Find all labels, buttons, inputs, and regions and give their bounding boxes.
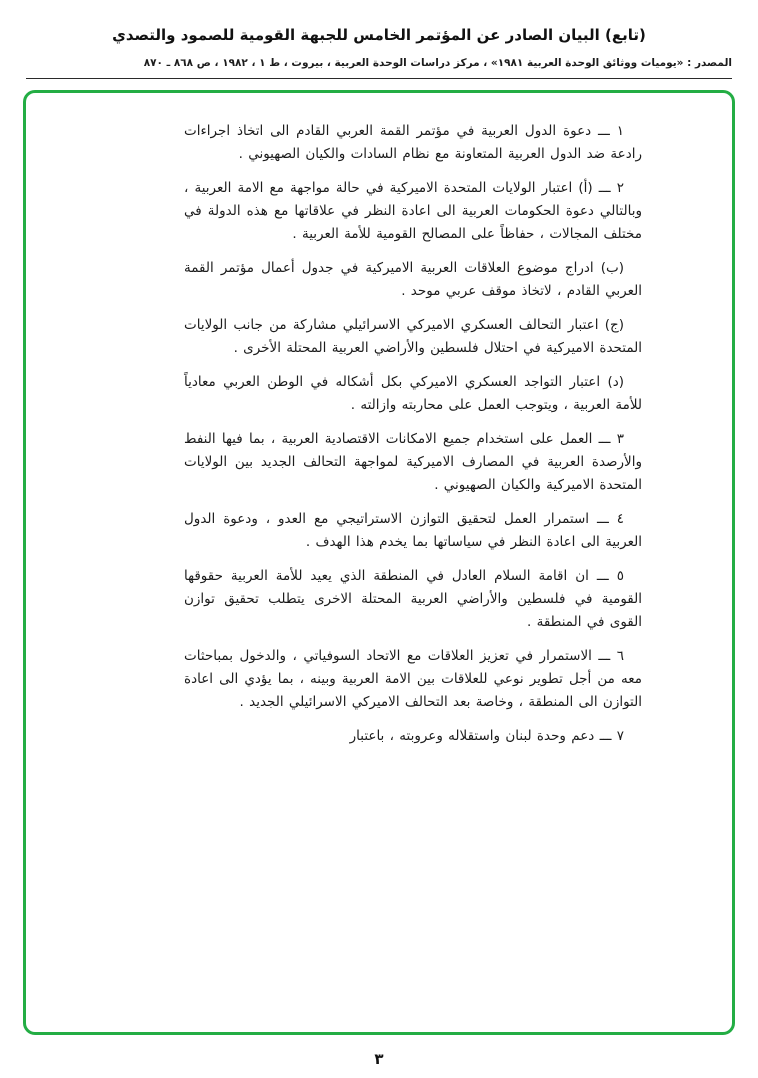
paragraph-2d: (د) اعتبار التواجد العسكري الاميركي بكل أشكاله في الوطن العربي معادياً للأمة العربية ، ويتوجب العمل على محاربته وازالته .: [184, 374, 642, 413]
paragraph-5: ٥ ـــ ان اقامة السلام العادل في المنطقة الذي يعيد للأمة العربية حقوقها القومية في فلسطين والأراضي العربية المحتلة الاخرى يتطلب تحقيق توازن القوى في المنطقة .: [184, 568, 642, 630]
source-citation-line: المصدر : «يوميات ووثائق الوحدة العربية ١٩٨١» ، مركز دراسات الوحدة العربية ، بيروت ، ط ١ ، ١٩٨٢ ، ص ٨٦٨ ـ ٨٧٠: [143, 57, 732, 69]
paragraph-1: ١ ـــ دعوة الدول العربية في مؤتمر القمة العربي القادم الى اتخاذ اجراءات رادعة ضد الدول العربية المتعاونة مع نظام السادات والكيان الصهيوني .: [184, 123, 642, 162]
header-divider: [26, 78, 732, 79]
paragraph-7: ٧ ـــ دعم وحدة لبنان واستقلاله وعروبته ، باعتبار: [349, 728, 624, 744]
paragraph-6: ٦ ـــ الاستمرار في تعزيز العلاقات مع الاتحاد السوفياتي ، والدخول بمباحثات معه من أجل تطوير نوعي للعلاقات بين الامة العربية وبينه ، بما يؤدي الى اعادة التوازن الى المنطقة ، وخاصة بعد التحالف الاميركي الاسرائيلي الجديد .: [184, 648, 642, 710]
paragraph-2b: (ب) ادراج موضوع العلاقات العربية الاميركية في جدول أعمال مؤتمر القمة العربي القادم ، لاتخاذ موقف عربي موحد .: [184, 260, 642, 299]
document-title: (تابع) البيان الصادر عن المؤتمر الخامس للجبهة القومية للصمود والتصدي: [112, 26, 646, 44]
paragraph-4: ٤ ـــ استمرار العمل لتحقيق التوازن الاستراتيجي مع العدو ، ودعوة الدول العربية الى اعادة النظر في سياساتها بما يخدم هذا الهدف .: [184, 511, 642, 550]
paragraph-2c: (ج) اعتبار التحالف العسكري الاميركي الاسرائيلي مشاركة من جانب الولايات المتحدة الاميركية في احتلال فلسطين والأراضي العربية المحتلة الأخرى .: [184, 317, 642, 356]
paragraph-3: ٣ ـــ العمل على استخدام جميع الامكانات الاقتصادية العربية ، بما فيها النفط والأرصدة العربية في المصارف الاميركية لمواجهة التحالف الجديد بين الولايات المتحدة الاميركية والكيان الصهيوني .: [184, 431, 642, 493]
page-number: ٣: [374, 1050, 384, 1068]
document-body: [184, 120, 642, 759]
document-header: [0, 0, 758, 79]
paragraph-2a: ٢ ـــ (أ) اعتبار الولايات المتحدة الاميركية في حالة مواجهة مع الامة العربية ، وبالتالي دعوة الحكومات العربية الى اعادة النظر في علاقاتها مع هذه الدولة في مختلف المجالات ، حفاظاً على المصالح القومية للأمة العربية .: [184, 180, 642, 242]
